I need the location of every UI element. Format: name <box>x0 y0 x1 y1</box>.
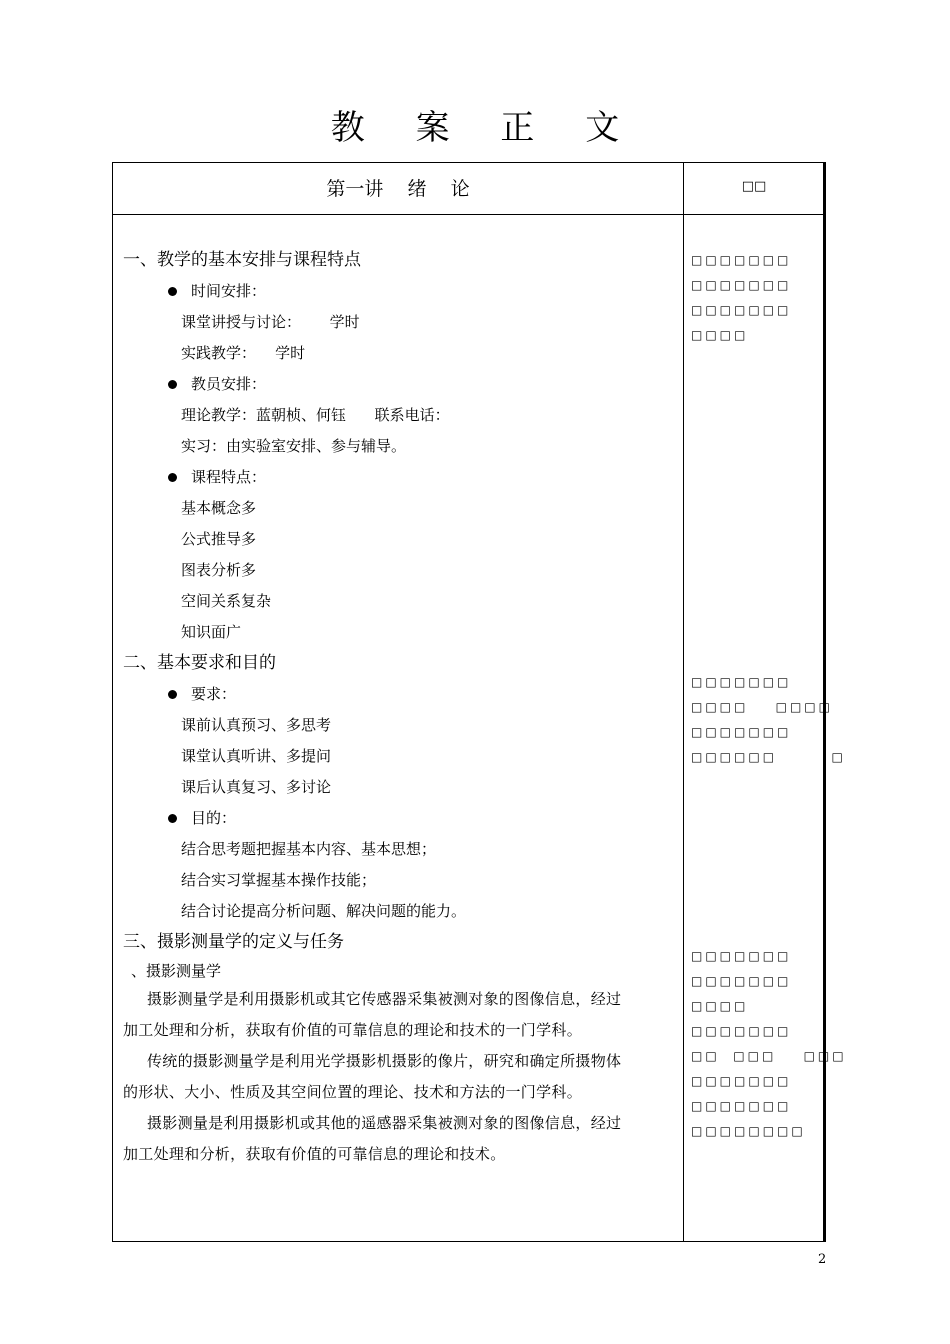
side-note-line: □□□□□□□ <box>691 1074 792 1088</box>
bullet-item <box>123 369 675 400</box>
paragraph-line: 摄影测量学是利用摄影机或其它传感器采集被测对象的图像信息，经过 <box>147 990 622 1008</box>
side-note-line: □□□□□□□ <box>691 974 792 988</box>
lecture-title: 第一讲 绪 论 <box>326 178 470 200</box>
side-note-line: □□□□□□□ <box>691 725 792 739</box>
side-note-line: □□□□□□ □ <box>691 750 846 764</box>
section-heading: 二、基本要求和目的 <box>123 653 276 673</box>
header-divider <box>113 214 823 215</box>
paragraph-line: 的形状、大小、性质及其空间位置的理论、技术和方法的一门学科。 <box>123 1083 583 1101</box>
bullet-icon <box>168 814 177 823</box>
side-note-line: □□□□□□□ <box>691 1099 792 1113</box>
side-note-line: □□□□□□□ <box>691 675 792 689</box>
bullet-label: 时间安排： <box>191 282 267 300</box>
list-line: 课堂讲授与讨论： 学时 <box>181 313 360 331</box>
bullet-item <box>123 679 675 710</box>
list-line: 基本概念多 <box>181 499 257 517</box>
paragraph-line: 加工处理和分析，获取有价值的可靠信息的理论和技术。 <box>123 1145 506 1163</box>
bullet-label: 课程特点： <box>191 468 267 486</box>
bullet-item <box>123 803 675 834</box>
list-line: 图表分析多 <box>181 561 257 579</box>
list-line: 课前认真预习、多思考 <box>181 716 332 734</box>
side-note-line: □□□□ □□□□ <box>691 700 833 714</box>
paragraph <box>123 1108 675 1170</box>
bullet-icon <box>168 287 177 296</box>
bullet-item <box>123 462 675 493</box>
section-heading: 三、摄影测量学的定义与任务 <box>123 932 344 952</box>
list-line: 知识面广 <box>181 623 242 641</box>
page-title: 教 案 正 文 <box>330 108 640 148</box>
list-line: 实习：由实验室安排、参与辅导。 <box>181 437 407 455</box>
list-line: 空间关系复杂 <box>181 592 272 610</box>
list-line: 结合实习掌握基本操作技能； <box>181 871 377 889</box>
side-note-line: □□□□□□□ <box>691 253 792 267</box>
bullet-icon <box>168 380 177 389</box>
paragraph-line: 传统的摄影测量学是利用光学摄影机摄影的像片，研究和确定所摄物体 <box>147 1052 622 1070</box>
side-note-line: □□□□□□□□ <box>691 1124 806 1138</box>
list-line: 课堂认真听讲、多提问 <box>181 747 332 765</box>
side-notes-group <box>691 944 847 1144</box>
page-number: 2 <box>818 1252 827 1267</box>
side-notes-group <box>691 670 846 770</box>
bullet-label: 目的： <box>191 809 237 827</box>
paragraph <box>123 984 675 1046</box>
list-line: 公式推导多 <box>181 530 257 548</box>
paragraph-line: 加工处理和分析，获取有价值的可靠信息的理论和技术的一门学科。 <box>123 1021 583 1039</box>
bullet-label: 要求： <box>191 685 237 703</box>
list-line: 实践教学： 学时 <box>181 344 306 362</box>
bullet-icon <box>168 690 177 699</box>
list-line: 结合思考题把握基本内容、基本思想； <box>181 840 437 858</box>
side-notes-group <box>691 248 821 348</box>
side-note-line: □□□□□□□ <box>691 303 792 317</box>
paragraph <box>123 1046 675 1108</box>
subsection-heading: 、摄影测量学 <box>131 962 222 980</box>
list-line: 课后认真复习、多讨论 <box>181 778 332 796</box>
lesson-table <box>112 162 847 1242</box>
side-note-line: □□ □□□ □□□ <box>691 1049 847 1063</box>
main-content <box>123 245 675 1170</box>
column-divider <box>683 163 684 1241</box>
side-note-line: □□□□ <box>691 328 749 342</box>
side-note-line: □□□□ <box>691 999 749 1013</box>
section-heading: 一、教学的基本安排与课程特点 <box>123 250 361 270</box>
list-line: 理论教学：蓝朝桢、何钰 联系电话： <box>181 406 450 424</box>
bullet-label: 教员安排： <box>191 375 267 393</box>
bullet-icon <box>168 473 177 482</box>
side-note-line: □□□□□□□ <box>691 278 792 292</box>
paragraph-line: 摄影测量是利用摄影机或其他的遥感器采集被测对象的图像信息，经过 <box>147 1114 622 1132</box>
notes-header: □□ <box>741 179 767 194</box>
bullet-item <box>123 276 675 307</box>
list-line: 结合讨论提高分析问题、解决问题的能力。 <box>181 902 467 920</box>
side-note-line: □□□□□□□ <box>691 949 792 963</box>
side-note-line: □□□□□□□ <box>691 1024 792 1038</box>
